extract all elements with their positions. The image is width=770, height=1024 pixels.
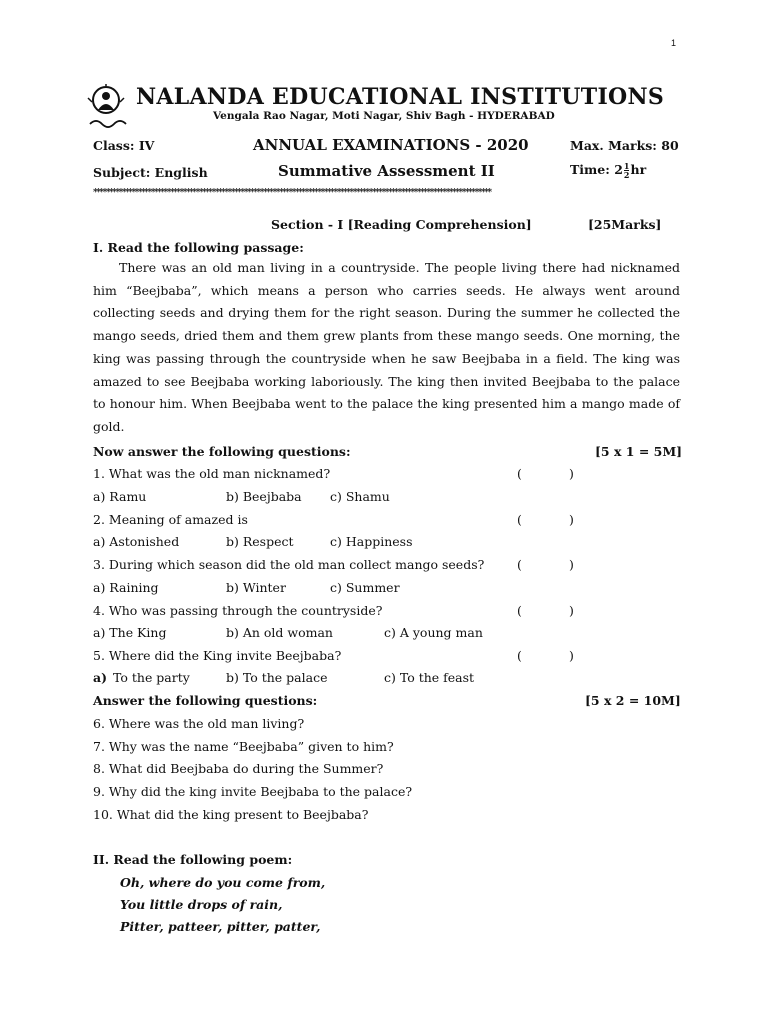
section1-title: Section - I [Reading Comprehension] (271, 217, 532, 232)
poem-line-2: You little drops of rain, (120, 897, 283, 912)
option-c: c) Shamu (330, 489, 390, 504)
answer-blank-close: ) (569, 648, 574, 663)
answer-blank-close: ) (569, 466, 574, 481)
exam-title: ANNUAL EXAMINATIONS - 2020 (253, 136, 529, 154)
answer-blank-open: ( (517, 466, 522, 481)
time-fraction (624, 162, 630, 179)
poem-line-1: Oh, where do you come from, (120, 875, 326, 890)
section1-marks: [25Marks] (588, 217, 662, 232)
mcq-heading: Now answer the following questions: (93, 444, 351, 459)
separator-line: **************************************************************************************************************************** (93, 188, 491, 198)
short-answer-marks: [5 x 2 = 10M] (585, 693, 681, 708)
option-a: To the party (113, 670, 190, 685)
short-question-7: 7. Why was the name “Beejbaba” given to him? (93, 739, 394, 754)
question-text: 3. During which season did the old man collect mango seeds? (93, 557, 485, 572)
mcq-options-1 (93, 489, 693, 507)
short-question-9: 9. Why did the king invite Beejbaba to the palace? (93, 784, 413, 799)
answer-blank-open: ( (517, 512, 522, 527)
assessment-title: Summative Assessment II (278, 162, 495, 180)
answer-blank-close: ) (569, 512, 574, 527)
option-b: b) To the palace (226, 670, 328, 685)
institution-address: Vengala Rao Nagar, Moti Nagar, Shiv Bagh - HYDERABAD (213, 110, 555, 122)
option-a: a) Astonished (93, 534, 180, 549)
option-b: b) Beejbaba (226, 489, 302, 504)
short-question-8: 8. What did Beejbaba do during the Summer? (93, 761, 384, 776)
mcq-options-5 (93, 670, 693, 688)
poem-line-3: Pitter, patteer, pitter, patter, (120, 919, 321, 934)
class-label: Class: IV (93, 138, 155, 153)
mcq-question-1 (93, 466, 693, 484)
question-text: 4. Who was passing through the countryside? (93, 603, 383, 618)
option-b: b) Respect (226, 534, 294, 549)
mcq-question-2 (93, 512, 693, 530)
option-c: c) Happiness (330, 534, 413, 549)
question-text: 1. What was the old man nicknamed? (93, 466, 331, 481)
option-b: b) Winter (226, 580, 286, 595)
time-fraction-num: 1 (623, 161, 630, 171)
time-suffix: hr (630, 162, 647, 177)
answer-blank-close: ) (569, 557, 574, 572)
mcq-options-3 (93, 580, 693, 598)
option-c: c) To the feast (384, 670, 475, 685)
short-question-6: 6. Where was the old man living? (93, 716, 305, 731)
mcq-question-5 (93, 648, 693, 666)
answer-blank-open: ( (517, 557, 522, 572)
question-text: 5. Where did the King invite Beejbaba? (93, 648, 342, 663)
page-number: 1 (671, 38, 677, 48)
question-text: 2. Meaning of amazed is (93, 512, 248, 527)
time-fraction-den: 2 (623, 170, 630, 180)
institution-name: NALANDA EDUCATIONAL INSTITUTIONS (136, 84, 665, 110)
option-a-marker: a) (93, 670, 108, 685)
mcq-question-4 (93, 603, 693, 621)
short-answer-heading: Answer the following questions: (93, 693, 318, 708)
max-marks: Max. Marks: 80 (570, 138, 679, 153)
option-c: c) Summer (330, 580, 400, 595)
option-a: a) The King (93, 625, 167, 640)
mcq-question-3 (93, 557, 693, 575)
option-a: a) Raining (93, 580, 159, 595)
short-question-10: 10. What did the king present to Beejbaba? (93, 807, 369, 822)
time-label (570, 162, 646, 179)
mcq-options-4 (93, 625, 693, 643)
subject-label: Subject: English (93, 165, 208, 180)
mcq-marks: [5 x 1 = 5M] (595, 444, 683, 459)
reading-passage: There was an old man living in a countryside. The people living there had nicknamed him “Beejbaba”, which means a person who carries seeds. He always went around collecting seeds and drying them for the right season. During the summer he collected the mango seeds, dried them and them grew plants from these mango seeds. One morning, the king was passing through the countryside when he saw Beejbaba in a field. The king was amazed to see Beejbaba working laboriously. The king then invited Beejbaba to the palace to honour him. When Beejbaba went to the palace the king presented him a mango made of gold. (93, 260, 680, 434)
passage-instruction: I. Read the following passage: (93, 240, 304, 255)
option-c: c) A young man (384, 625, 483, 640)
answer-blank-close: ) (569, 603, 574, 618)
answer-blank-open: ( (517, 603, 522, 618)
institution-logo-icon (86, 84, 130, 132)
poem-instruction: II. Read the following poem: (93, 852, 293, 867)
answer-blank-open: ( (517, 648, 522, 663)
time-prefix: Time: 2 (570, 162, 623, 177)
option-b: b) An old woman (226, 625, 333, 640)
option-a: a) Ramu (93, 489, 147, 504)
mcq-options-2 (93, 534, 693, 552)
